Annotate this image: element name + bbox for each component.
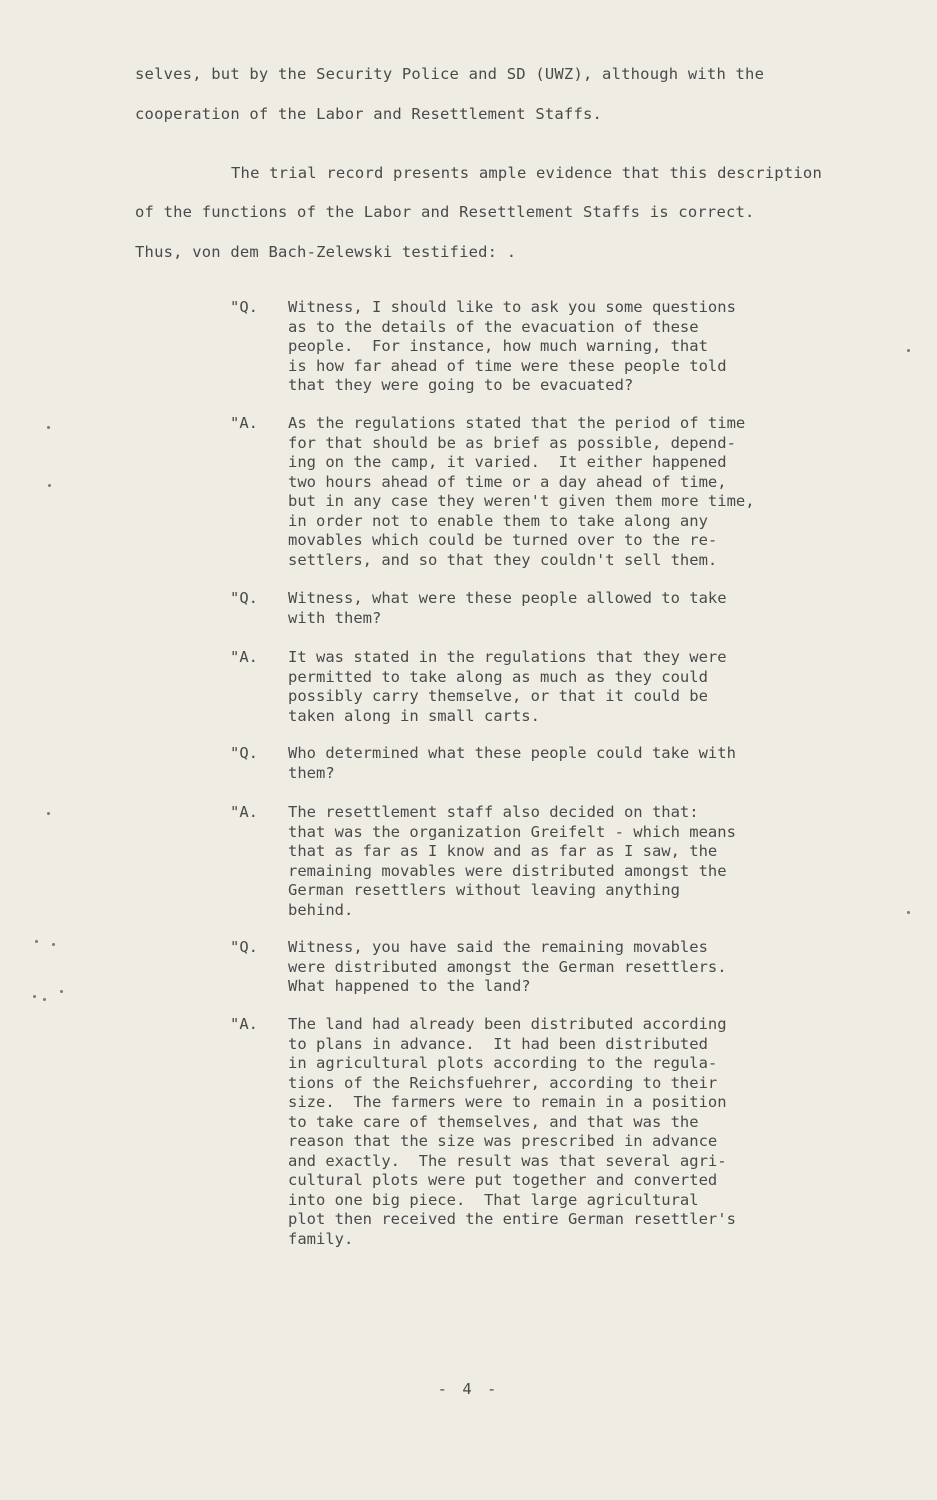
paper-speck — [907, 349, 910, 352]
answer-marker: "A. — [230, 1015, 258, 1033]
answer-marker: "A. — [230, 648, 258, 666]
para2-line-2: of the functions of the Labor and Resettlement Staffs is correct. — [135, 203, 755, 221]
answer-marker: "A. — [230, 803, 258, 821]
question-text: Who determined what these people could take with them? — [288, 744, 736, 782]
para2-line-3: Thus, von dem Bach-Zelewski testified: . — [135, 243, 517, 261]
answer-text: It was stated in the regulations that they were permitted to take along as much as they could possibly carry themselve, or that it could be taken along in small carts. — [288, 648, 727, 725]
answer-marker: "A. — [230, 414, 258, 432]
question-text: Witness, what were these people allowed to take with them? — [288, 589, 727, 627]
paper-speck — [48, 484, 51, 487]
para2-line-1: The trial record presents ample evidence that this description — [231, 164, 822, 182]
paper-speck — [35, 940, 38, 943]
paper-speck — [60, 990, 63, 993]
paper-speck — [33, 995, 36, 998]
question-marker: "Q. — [230, 938, 258, 956]
question-text: Witness, you have said the remaining movables were distributed amongst the German resettlers. What happened to the land? — [288, 938, 727, 995]
intro-line-2: cooperation of the Labor and Resettlement Staffs. — [135, 105, 603, 123]
answer-text: The land had already been distributed according to plans in advance. It had been distributed in agricultural plots according to the regula- tions of the Reichsfuehrer, according to their size. The farmers were to remain in a position to take care of themselves, and that was the reason that the size was prescribed in advance and exactly. The result was that several agri- cultural plots were put together and converted into one big piece. That large agricultural plot then received the entire German resettler's family. — [288, 1015, 736, 1248]
answer-text: The resettlement staff also decided on that: that was the organization Greifelt - which means that as far as I know and as far as I saw, the remaining movables were distributed amongst the German resettlers without leaving anything behind. — [288, 803, 736, 919]
intro-line-1: selves, but by the Security Police and SD (UWZ), although with the — [135, 65, 765, 83]
question-text: Witness, I should like to ask you some questions as to the details of the evacuation of these people. For instance, how much warning, that is how far ahead of time were these people told that they were going to be evacuated? — [288, 298, 736, 394]
paper-speck — [47, 426, 50, 429]
question-marker: "Q. — [230, 744, 258, 762]
question-marker: "Q. — [230, 298, 258, 316]
paper-speck — [43, 998, 46, 1001]
page-number: - 4 - — [437, 1380, 500, 1398]
question-marker: "Q. — [230, 589, 258, 607]
paper-speck — [907, 911, 910, 914]
answer-text: As the regulations stated that the period of time for that should be as brief as possible, depend- ing on the camp, it varied. It either happened two hours ahead of time or a day ahead of time, but in any case they weren't given them more time, in order not to enable them to take along any movables which could be turned over to the re- settlers, and so that they couldn't sell them. — [288, 414, 755, 569]
paper-speck — [47, 812, 50, 815]
paper-speck — [52, 943, 55, 946]
